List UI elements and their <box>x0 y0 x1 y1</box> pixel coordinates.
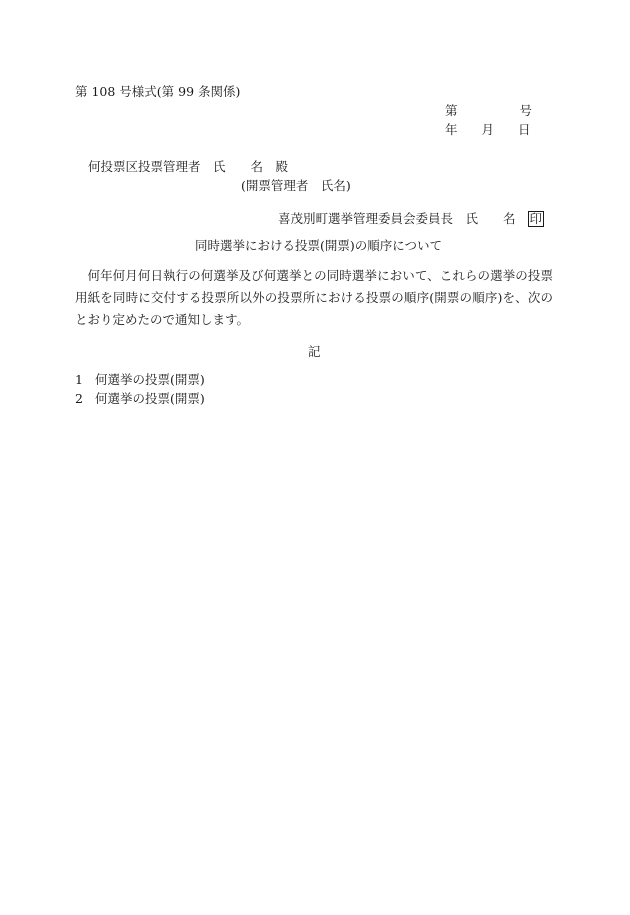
seal-mark: 印 <box>529 211 543 226</box>
date-day: 日 <box>518 122 531 137</box>
addressee: 何投票区投票管理者 氏 名 殿 <box>88 159 289 174</box>
list-item-text: 何選挙の投票(開票) <box>94 391 205 406</box>
list-item-number: 1 <box>75 372 83 387</box>
date-line <box>445 124 531 137</box>
date-year: 年 <box>445 122 458 137</box>
sender-title: 喜茂別町選挙管理委員会委員長 氏 名 <box>278 211 516 226</box>
ki-heading: 記 <box>308 344 321 359</box>
addressee-sub: (開票管理者 氏名) <box>241 178 351 193</box>
list-item <box>75 393 205 406</box>
body-paragraph: 何年何月何日執行の何選挙及び何選挙との同時選挙において、これらの選挙の投票用紙を同時に交付する投票所以外の投票所における投票の順序(開票の順序)を、次のとおり定めたので通知します。 <box>75 268 553 327</box>
date-month: 月 <box>481 122 495 137</box>
list-item <box>75 374 205 387</box>
sender <box>278 211 544 227</box>
form-number: 第 108 号様式(第 99 条関係) <box>75 84 241 99</box>
subject-title: 同時選挙における投票(開票)の順序について <box>195 238 443 253</box>
doc-no-suffix: 号 <box>519 103 533 118</box>
document-number-line <box>445 105 532 118</box>
doc-no-prefix: 第 <box>445 103 458 118</box>
list-item-text: 何選挙の投票(開票) <box>94 372 205 387</box>
list-item-number: 2 <box>75 391 83 406</box>
